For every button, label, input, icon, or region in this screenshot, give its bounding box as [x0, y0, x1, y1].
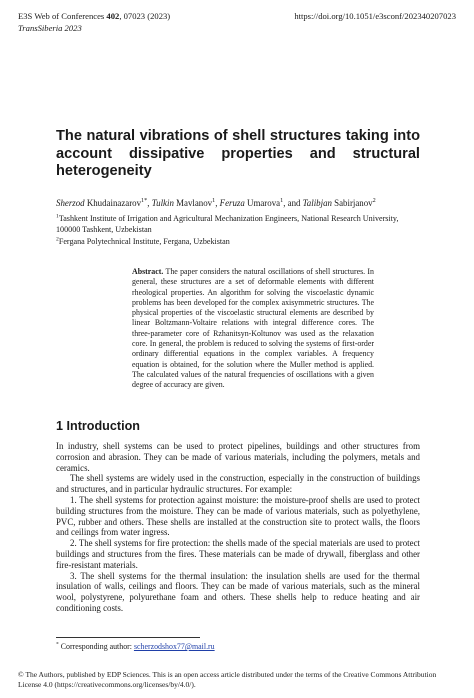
- journal-name: E3S Web of Conferences: [18, 11, 105, 21]
- body-paragraph: In industry, shell systems can be used to protect pipelines, buildings and other structures from corrosion and abrasion. They can be made of various materials, including the polymers, metals and ceramics.: [56, 441, 420, 473]
- author-last-name: Umarova: [244, 198, 281, 208]
- article-number-year: , 07023 (2023): [119, 11, 171, 21]
- abstract-text: The paper considers the natural oscillations of shell structures. In general, these structures are a set of deformable elements with different rheological properties. An algorithm for solving the viscoelastic dynamic problems has been developed for the complex axisymmetric structures. The physical properties of the viscoelastic structural elements are described by linear Boltzmann-Voltaire relations with integral difference cores. The three-parameter core of Rzhanitsyn-Koltunov was used as the relaxation core. In general, the problem is reduced to solving the systems of first-order ordinary differential equations in the complex variables. A frequency equation is obtained, for the solution where the Muller method is applied. The calculated values of the natural frequencies of oscillations with a given degree of accuracy are given.: [132, 267, 374, 390]
- affiliation: [56, 214, 424, 235]
- body-paragraph: 1. The shell systems for protection against moisture: the moisture-proof shells are used to protect building structures from the moisture. They can be made of various materials, such as polyethylene, PVC, rubber and others. These shells are installed at the construction site to protect walls, the floors and ceilings from water ingress.: [56, 494, 420, 538]
- copyright-notice: © The Authors, published by EDP Sciences. This is an open access article distributed under the terms of the Creative Commons Attribution License 4.0 (https://creativecommons.org/licenses/by/4.0/).: [18, 670, 437, 689]
- affiliation-text: Tashkent Institute of Irrigation and Agricultural Mechanization Engineers, National Research University, 100000 Tashkent, Uzbekistan: [56, 214, 399, 234]
- author-last-name: Sabirjanov: [331, 198, 373, 208]
- author-first-name: Feruza: [219, 198, 245, 208]
- footnote-divider: [56, 637, 200, 638]
- author-affiliation-marker: 1: [280, 197, 284, 205]
- journal-volume: 402: [106, 11, 120, 21]
- author-first-name: Tulkin: [151, 198, 174, 208]
- footnote-marker: *: [56, 641, 59, 648]
- introduction-body: [56, 441, 420, 614]
- body-paragraph: 3. The shell systems for the thermal insulation: the insulation shells are used for the thermal insulation of walls, ceilings and floors. They can be made of various materials, such as the mineral wool, polystyrene, polyurethane foam and others. These shells help to reduce heating and air conditioning costs.: [56, 570, 420, 613]
- affiliation-text: Fergana Polytechnical Institute, Fergana, Uzbekistan: [58, 237, 230, 246]
- affiliation: [56, 237, 424, 248]
- conference-name: TransSiberia 2023: [18, 22, 82, 33]
- author-separator: ,: [215, 198, 220, 208]
- author-affiliation-marker: 1*: [141, 197, 148, 205]
- affiliation-marker: 1: [56, 213, 59, 220]
- body-paragraph: The shell systems are widely used in the construction, especially in the construction of buildings and structures, and in particular hydraulic structures. For example:: [56, 473, 420, 495]
- author-last-name: Mavlanov: [173, 198, 213, 208]
- doi-link[interactable]: https://doi.org/10.1051/e3sconf/202340207023: [294, 11, 456, 21]
- paper-title: The natural vibrations of shell structures taking into account dissipative properties and structural heterogeneity: [56, 128, 420, 180]
- abstract-label: Abstract.: [132, 267, 164, 276]
- author-separator: ,: [147, 198, 152, 208]
- body-paragraph: 2. The shell systems for fire protection: the shells made of the special materials are used to protect buildings and structures from the fires. These materials can be made of drywall, fiberglass and other fire-resistant materials.: [56, 538, 420, 570]
- author-affiliation-marker: 2: [372, 197, 376, 205]
- author-list: [56, 198, 376, 208]
- footnote-label: Corresponding author:: [58, 642, 134, 651]
- section-heading: 1 Introduction: [56, 419, 140, 433]
- author-affiliation-marker: 1: [212, 197, 216, 205]
- author-first-name: Talibjan: [302, 198, 332, 208]
- journal-header: [18, 11, 170, 34]
- author-first-name: Sherzod: [56, 198, 85, 208]
- affiliation-marker: 2: [56, 236, 59, 243]
- author-last-name: Khudainazarov: [84, 198, 142, 208]
- abstract: [132, 267, 374, 391]
- journal-citation: [18, 11, 170, 23]
- footnote: [56, 642, 215, 651]
- author-email-link[interactable]: scherzodshox77@mail.ru: [133, 642, 215, 651]
- author-separator: , and: [283, 198, 303, 208]
